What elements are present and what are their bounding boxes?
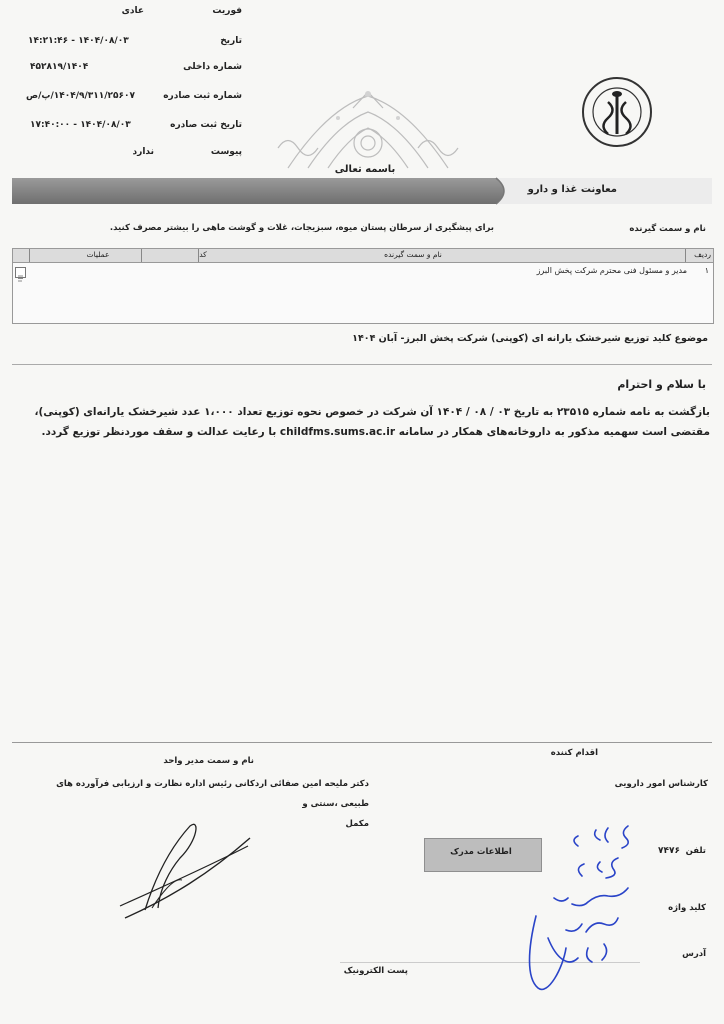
university-logo	[578, 72, 656, 156]
col-header-name: نام و سمت گیرنده	[384, 250, 442, 259]
priority-label: فوریت	[212, 6, 242, 16]
table-header	[13, 249, 713, 263]
document-icon[interactable]	[15, 267, 26, 278]
body-line-2: مقتضی است سهمیه مذکور به داروخانه‌های همکار در سامانه childfms.sums.ac.ir با رعایت عدالت و سقف موردنظر توزیع گردد.	[41, 426, 710, 438]
priority-value: عادی	[121, 6, 144, 16]
date-value: ۱۴۰۴/۰۸/۰۳ - ۱۴:۲۱:۴۶	[28, 36, 129, 46]
subject-line	[8, 333, 708, 344]
recipients-table	[12, 248, 714, 324]
signature-icon	[110, 818, 260, 928]
phone-value: ۷۴۷۶	[658, 846, 680, 856]
issued-no-label: شماره ثبت صادره	[163, 91, 242, 101]
handwritten-note-icon	[508, 818, 638, 996]
department-band	[512, 178, 712, 204]
subject-text: کلید توزیع شیرخشک یارانه ای (کوپنی) شرکت پخش البرز- آبان ۱۴۰۴	[352, 333, 672, 344]
email-label: پست الکترونیک	[343, 966, 408, 976]
ornament-icon	[268, 88, 468, 170]
action-label: اقدام کننده	[550, 748, 598, 758]
col-header-code: کد	[199, 250, 207, 259]
row-recipient-name: مدیر و مسئول فنی محترم شرکت پخش البرز	[536, 266, 687, 275]
manager-name-line-1: دکتر ملیحه امین صفائی اردکانی رئیس اداره نظارت و ارزیابی فرآورده های طبیعی ،سنتی و	[56, 779, 369, 809]
greeting: با سلام و احترام	[617, 378, 706, 391]
attachment-label: پیوست	[210, 147, 242, 157]
col-header-row: ردیف	[694, 250, 711, 259]
university-logo-icon	[578, 72, 656, 156]
health-slogan: برای پیشگیری از سرطان پستان میوه، سبزیجات، غلات و گوشت ماهی را بیشتر مصرف کنید.	[109, 223, 494, 233]
actor-title: کارشناس امور دارویی	[614, 779, 708, 789]
unit-manager-label: نام و سمت مدیر واحد	[163, 756, 254, 766]
header-band	[12, 178, 512, 204]
body-paragraph	[10, 402, 710, 442]
date-label: تاریخ	[220, 36, 242, 46]
internal-no-label: شماره داخلی	[183, 62, 242, 72]
table-row[interactable]	[13, 263, 713, 277]
issued-no-value: ۱۴۰۴/۹/۳۱۱/۲۵۶۰۷/پ/ص	[26, 91, 136, 101]
footer-divider	[12, 742, 712, 743]
keyword-label: کلید واژه	[668, 903, 706, 913]
body-line-1: بازگشت به نامه شماره ۲۳۵۱۵ به تاریخ ۰۳ / ۰۸ / ۱۴۰۴ آن شرکت در خصوص نحوه توزیع تعداد ۱،۰۰۰ عدد شیرخشک یارانه‌ای (کوپنی)،	[34, 406, 710, 418]
subject-label: موضوع	[674, 333, 708, 344]
issued-date-value: ۱۴۰۴/۰۸/۰۳ - ۱۷:۴۰:۰۰	[30, 120, 131, 130]
row-index: ۱	[704, 266, 709, 275]
col-header-actions: عملیات	[86, 250, 110, 259]
address-label: آدرس	[682, 949, 706, 959]
internal-no-value: ۴۵۲۸۱۹/۱۴۰۴	[30, 62, 89, 72]
attachment-value: ندارد	[132, 147, 154, 157]
recipient-label: نام و سمت گیرنده	[629, 224, 706, 234]
department-name: معاونت غذا و دارو	[527, 184, 617, 195]
document-info-label: اطلاعات مدرک	[450, 847, 512, 857]
manager-name-line-2: مکمل	[345, 819, 369, 829]
issued-date-label: تاریخ ثبت صادره	[170, 120, 242, 130]
basmala: باسمه تعالی	[334, 164, 396, 175]
body-divider	[12, 364, 712, 365]
phone-label: تلفن	[685, 846, 706, 856]
